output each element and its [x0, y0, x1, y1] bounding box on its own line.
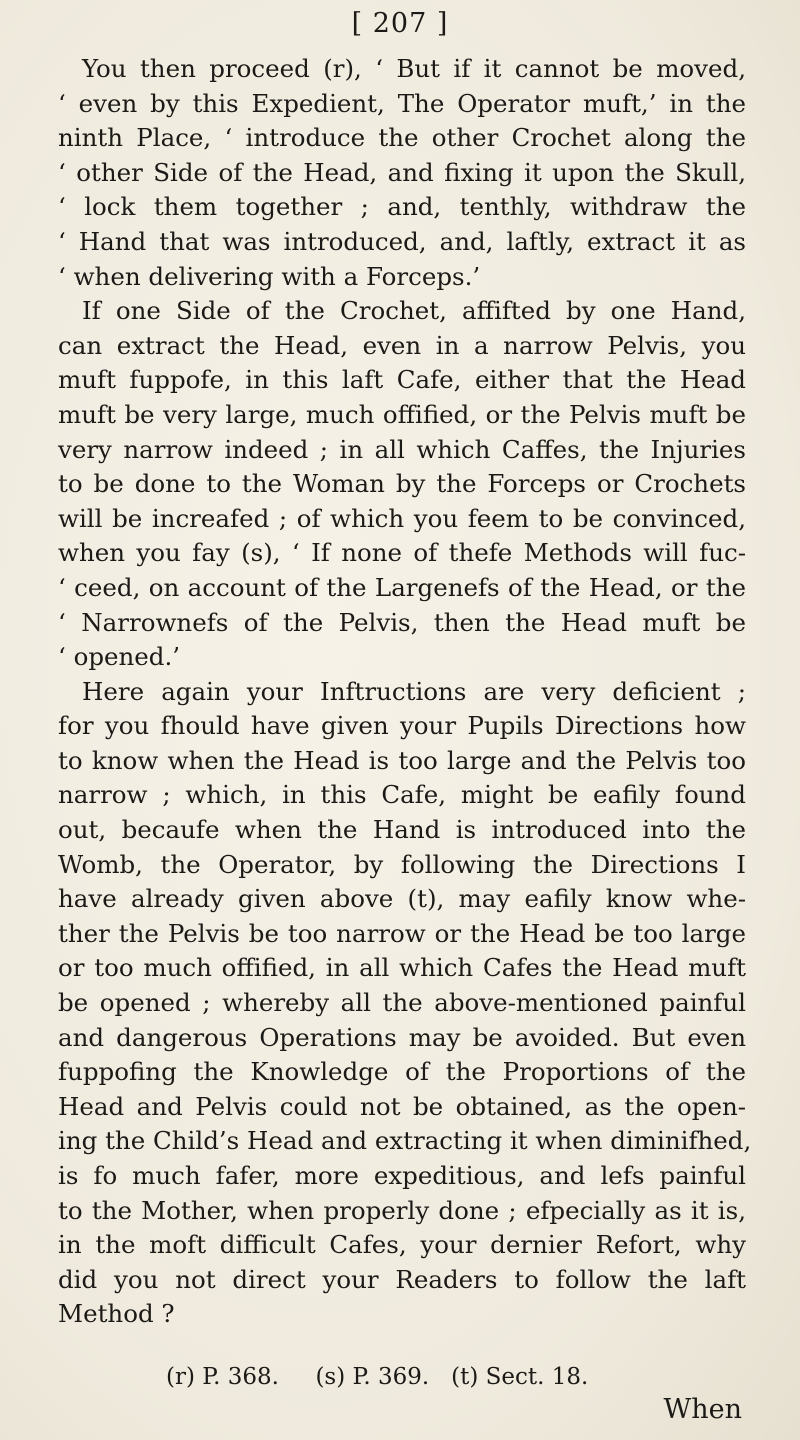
- text-line: did you not direct your Readers to follow the laft: [58, 1264, 746, 1294]
- text-line: be opened ; whereby all the above-mentioned painful: [58, 988, 746, 1018]
- text-line: to be done to the Woman by the Forceps or Crochets: [58, 469, 746, 499]
- text-line: Head and Pelvis could not be obtained, as the open-: [58, 1091, 746, 1121]
- text-line: is fo much fafer, more expeditious, and lefs painful: [58, 1161, 746, 1190]
- text-line: ing the Child’s Head and extracting it when diminifhed,: [58, 1126, 752, 1156]
- text-line: muft be very large, much offified, or the Pelvis muft be: [58, 399, 746, 429]
- text-line: fuppofing the Knowledge of the Proportions of the: [58, 1057, 746, 1087]
- text-line: If one Side of the Crochet, affifted by one Hand,: [82, 296, 746, 326]
- text-line: Womb, the Operator, by following the Directions I: [58, 849, 746, 879]
- footnotes: (r) P. 368. (s) P. 369. (t) Sect. 18.: [166, 1364, 589, 1390]
- text-line: can extract the Head, even in a narrow Pelvis, you: [58, 330, 746, 360]
- text-line: You then proceed (r), ‘ But if it cannot be moved,: [82, 54, 746, 83]
- text-line: out, becaufe when the Hand is introduced into the: [58, 815, 746, 845]
- text-line: for you fhould have given your Pupils Directions how: [58, 711, 746, 741]
- text-line: Method ?: [58, 1299, 175, 1329]
- text-line: ninth Place, ‘ introduce the other Crochet along the: [58, 123, 746, 153]
- text-line: to the Mother, when properly done ; efpecially as it is,: [58, 1195, 746, 1225]
- text-line: ‘ even by this Expedient, The Operator muft,’ in the: [58, 88, 746, 118]
- text-line: Here again your Inftructions are very deficient ;: [82, 676, 746, 706]
- text-line: ‘ Narrownefs of the Pelvis, then the Head muft be: [58, 607, 746, 637]
- text-line: ther the Pelvis be too narrow or the Head be too large: [58, 918, 746, 948]
- text-line: very narrow indeed ; in all which Caffes, the Injuries: [58, 434, 746, 464]
- text-line: ‘ when delivering with a Forceps.’: [58, 261, 481, 291]
- text-line: muft fuppofe, in this laft Cafe, either that the Head: [58, 365, 746, 395]
- text-line: ‘ opened.’: [58, 642, 181, 672]
- main-text: [58, 52, 752, 1332]
- text-line: in the moft difficult Cafes, your dernier Refort, why: [58, 1230, 746, 1260]
- text-line: have already given above (t), may eafily know whe-: [58, 884, 746, 914]
- text-line: ‘ other Side of the Head, and fixing it upon the Skull,: [58, 157, 746, 187]
- text-line: narrow ; which, in this Cafe, might be eafily found: [58, 780, 746, 810]
- text-line: when you fay (s), ‘ If none of thefe Methods will fuc-: [58, 538, 746, 568]
- text-line: ‘ ceed, on account of the Largenefs of the Head, or the: [58, 572, 746, 602]
- text-line: to know when the Head is too large and the Pelvis too: [58, 745, 746, 775]
- page-number: [ 207 ]: [351, 8, 449, 39]
- catchword: When: [663, 1394, 742, 1425]
- text-line: ‘ Hand that was introduced, and, laftly, extract it as: [58, 226, 746, 256]
- text-line: will be increafed ; of which you feem to be convinced,: [58, 503, 746, 533]
- text-line: ‘ lock them together ; and, tenthly, withdraw the: [58, 192, 746, 222]
- text-line: and dangerous Operations may be avoided. But even: [58, 1022, 746, 1052]
- text-line: or too much offified, in all which Cafes the Head muft: [58, 953, 746, 983]
